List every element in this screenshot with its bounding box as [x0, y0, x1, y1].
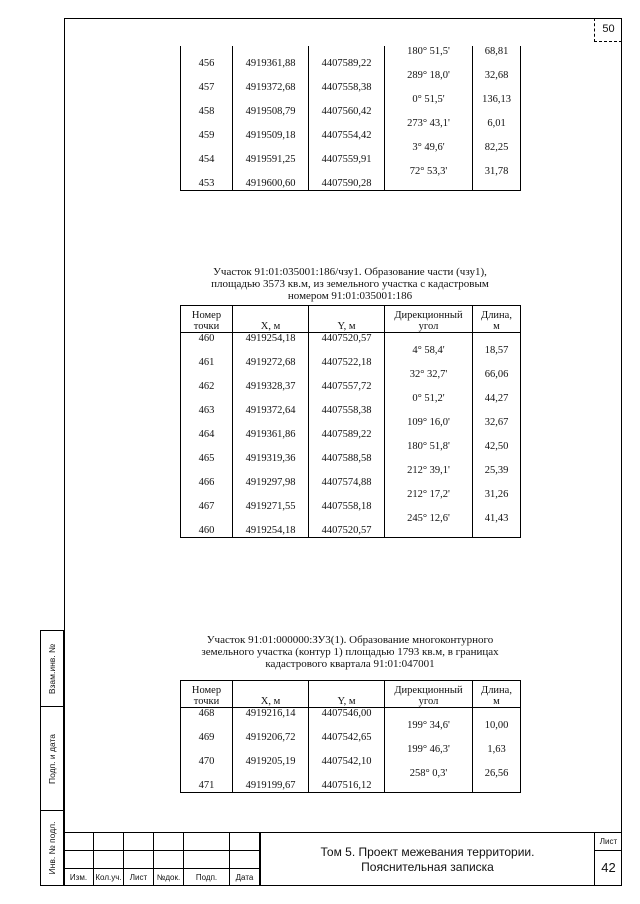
stamp-header-count: Кол.уч. [94, 868, 124, 886]
header-bearing-line: Дирекционный [394, 685, 463, 696]
table-row [181, 441, 521, 453]
y-coordinate [309, 489, 385, 501]
x-coordinate: 4919361,88 [233, 58, 309, 70]
y-coordinate: 4407558,18 [309, 501, 385, 513]
header-length-line: м [493, 321, 500, 332]
point-number: 454 [181, 154, 233, 166]
segment-length [473, 405, 521, 417]
x-coordinate: 4919361,86 [233, 429, 309, 441]
y-coordinate: 4407557,72 [309, 381, 385, 393]
sheet-number: 42 [601, 860, 616, 875]
x-coordinate: 4919328,37 [233, 381, 309, 393]
point-number [181, 70, 233, 82]
table-row [181, 405, 521, 417]
table-row [181, 369, 521, 381]
bearing-angle: 180° 51,8' [385, 441, 473, 453]
x-coordinate: 4919205,19 [233, 756, 309, 768]
side-label-signature: Подп. и дата [47, 733, 57, 784]
bearing-angle: 4° 58,4' [385, 345, 473, 357]
point-number [181, 369, 233, 381]
x-coordinate: 4919216,14 [233, 708, 309, 721]
x-coordinate: 4919372,68 [233, 82, 309, 94]
y-coordinate [309, 465, 385, 477]
y-coordinate [309, 70, 385, 82]
bearing-angle [385, 429, 473, 441]
segment-length: 10,00 [473, 720, 521, 732]
table3-caption-line: земельного участка (контур 1) площадью 1793 кв.м, в границах [201, 646, 499, 658]
point-number [181, 417, 233, 429]
bearing-angle: 212° 17,2' [385, 489, 473, 501]
x-coordinate: 4919600,60 [233, 178, 309, 191]
y-coordinate: 4407590,28 [309, 178, 385, 191]
table2-caption-line: Участок 91:01:035001:186/чзу1. Образование части (чзу1), [213, 266, 487, 278]
y-coordinate [309, 46, 385, 58]
header-x: X, м [233, 306, 309, 333]
table3-caption-line: Участок 91:01:000000:ЗУ3(1). Образование многоконтурного [206, 634, 494, 646]
y-coordinate: 4407522,18 [309, 357, 385, 369]
bearing-angle [385, 58, 473, 70]
table1-body [181, 46, 521, 191]
table-row [181, 429, 521, 441]
point-number: 466 [181, 477, 233, 489]
table-row [181, 525, 521, 538]
point-number: 456 [181, 58, 233, 70]
sheet-label: Лист [595, 835, 622, 851]
x-coordinate [233, 513, 309, 525]
point-number [181, 489, 233, 501]
table-row [181, 178, 521, 191]
x-coordinate [233, 417, 309, 429]
table-row [181, 333, 521, 346]
point-number [181, 513, 233, 525]
bearing-angle: 199° 34,6' [385, 720, 473, 732]
stamp-title [260, 832, 594, 886]
segment-length: 42,50 [473, 441, 521, 453]
table-row [181, 82, 521, 94]
point-number [181, 441, 233, 453]
segment-length: 6,01 [473, 118, 521, 130]
header-bearing-line: угол [418, 321, 439, 332]
bearing-angle: 72° 53,3' [385, 166, 473, 178]
side-cell-replacement [41, 631, 63, 707]
point-number [181, 720, 233, 732]
segment-length: 41,43 [473, 513, 521, 525]
x-coordinate: 4919206,72 [233, 732, 309, 744]
table-row [181, 780, 521, 793]
bearing-angle: 32° 32,7' [385, 369, 473, 381]
table-row [181, 732, 521, 744]
table-header-row [181, 306, 521, 333]
title-block-grid [64, 832, 260, 886]
header-length [473, 306, 521, 333]
y-coordinate [309, 513, 385, 525]
table-row [181, 118, 521, 130]
table2-caption-line: площадью 3573 кв.м, из земельного участка с кадастровым [211, 278, 489, 290]
point-number: 468 [181, 708, 233, 721]
table-row [181, 417, 521, 429]
stamp-header-doc: №док. [154, 868, 184, 886]
segment-length: 44,27 [473, 393, 521, 405]
point-number: 471 [181, 780, 233, 793]
bearing-angle: 109° 16,0' [385, 417, 473, 429]
y-coordinate: 4407516,12 [309, 780, 385, 793]
table-row [181, 489, 521, 501]
header-y: Y, м [309, 681, 385, 708]
header-bearing-line: угол [418, 696, 439, 707]
segment-length [473, 477, 521, 489]
segment-length [473, 429, 521, 441]
table-row [181, 381, 521, 393]
bearing-angle [385, 501, 473, 513]
point-number: 457 [181, 82, 233, 94]
x-coordinate [233, 489, 309, 501]
y-coordinate [309, 744, 385, 756]
table-row [181, 142, 521, 154]
bearing-angle [385, 178, 473, 191]
x-coordinate [233, 369, 309, 381]
bearing-angle [385, 357, 473, 369]
table3-caption-line: кадастрового квартала 91:01:047001 [265, 658, 435, 670]
header-x: X, м [233, 681, 309, 708]
x-coordinate [233, 465, 309, 477]
y-coordinate [309, 118, 385, 130]
table-row [181, 345, 521, 357]
coordinates-table-2 [180, 305, 521, 538]
y-coordinate: 4407542,65 [309, 732, 385, 744]
header-point-number-line: точки [193, 696, 220, 707]
segment-length [473, 357, 521, 369]
coordinates-table-continued [180, 46, 521, 191]
point-number: 459 [181, 130, 233, 142]
y-coordinate: 4407560,42 [309, 106, 385, 118]
stamp-header-signature: Подп. [184, 868, 230, 886]
stamp-header-date: Дата [230, 868, 260, 886]
point-number [181, 166, 233, 178]
table-row [181, 477, 521, 489]
segment-length: 1,63 [473, 744, 521, 756]
table-row [181, 70, 521, 82]
table-row [181, 708, 521, 721]
x-coordinate [233, 441, 309, 453]
bearing-angle: 0° 51,5' [385, 94, 473, 106]
side-label-inventory: Инв. № подл. [47, 821, 57, 875]
segment-length: 82,25 [473, 142, 521, 154]
bearing-angle: 289° 18,0' [385, 70, 473, 82]
bearing-angle [385, 453, 473, 465]
y-coordinate: 4407589,22 [309, 58, 385, 70]
header-length-line: Длина, [481, 310, 512, 321]
y-coordinate: 4407558,38 [309, 405, 385, 417]
x-coordinate [233, 166, 309, 178]
bearing-angle: 273° 43,1' [385, 118, 473, 130]
bearing-angle [385, 82, 473, 94]
y-coordinate: 4407558,38 [309, 82, 385, 94]
segment-length: 25,39 [473, 465, 521, 477]
bearing-angle: 3° 49,6' [385, 142, 473, 154]
segment-length: 32,68 [473, 70, 521, 82]
y-coordinate [309, 768, 385, 780]
table-row [181, 513, 521, 525]
y-coordinate [309, 393, 385, 405]
y-coordinate: 4407588,58 [309, 453, 385, 465]
table2-caption [170, 266, 530, 302]
segment-length: 18,57 [473, 345, 521, 357]
segment-length [473, 708, 521, 721]
page-corner-number: 50 [594, 18, 622, 42]
x-coordinate: 4919254,18 [233, 525, 309, 538]
table-row [181, 501, 521, 513]
table-row [181, 94, 521, 106]
header-point-number-line: точки [193, 321, 220, 332]
x-coordinate [233, 768, 309, 780]
segment-length [473, 106, 521, 118]
stamp-title-line1: Том 5. Проект межевания территории. [320, 845, 535, 859]
table3-body [181, 681, 521, 793]
y-coordinate [309, 345, 385, 357]
point-number [181, 46, 233, 58]
stamp-title-line2: Пояснительная записка [361, 860, 494, 874]
bearing-angle [385, 477, 473, 489]
table-row [181, 46, 521, 58]
y-coordinate: 4407542,10 [309, 756, 385, 768]
point-number [181, 393, 233, 405]
segment-length [473, 333, 521, 346]
y-coordinate: 4407546,00 [309, 708, 385, 721]
table-row [181, 744, 521, 756]
bearing-angle: 0° 51,2' [385, 393, 473, 405]
table-row [181, 768, 521, 780]
table-row [181, 106, 521, 118]
bearing-angle [385, 154, 473, 166]
x-coordinate: 4919272,68 [233, 357, 309, 369]
table-row [181, 756, 521, 768]
y-coordinate [309, 94, 385, 106]
point-number [181, 118, 233, 130]
side-cell-inventory [41, 811, 63, 885]
title-block [64, 832, 622, 886]
point-number [181, 744, 233, 756]
point-number: 461 [181, 357, 233, 369]
y-coordinate: 4407589,22 [309, 429, 385, 441]
bearing-angle: 258° 0,3' [385, 768, 473, 780]
x-coordinate: 4919254,18 [233, 333, 309, 346]
point-number [181, 465, 233, 477]
bearing-angle [385, 381, 473, 393]
table2-caption-line: номером 91:01:035001:186 [287, 290, 413, 302]
y-coordinate: 4407554,42 [309, 130, 385, 142]
table-row [181, 465, 521, 477]
y-coordinate [309, 166, 385, 178]
stamp-header-sheet: Лист [124, 868, 154, 886]
bearing-angle: 199° 46,3' [385, 744, 473, 756]
point-number [181, 142, 233, 154]
side-cell-signature [41, 707, 63, 811]
x-coordinate: 4919199,67 [233, 780, 309, 793]
segment-length [473, 381, 521, 393]
x-coordinate: 4919508,79 [233, 106, 309, 118]
header-length [473, 681, 521, 708]
x-coordinate [233, 345, 309, 357]
point-number: 462 [181, 381, 233, 393]
bearing-angle: 212° 39,1' [385, 465, 473, 477]
segment-length [473, 130, 521, 142]
header-length-line: Длина, [481, 685, 512, 696]
segment-length [473, 756, 521, 768]
bearing-angle [385, 106, 473, 118]
point-number: 470 [181, 756, 233, 768]
y-coordinate: 4407574,88 [309, 477, 385, 489]
point-number [181, 94, 233, 106]
table-row [181, 720, 521, 732]
x-coordinate: 4919297,98 [233, 477, 309, 489]
bearing-angle: 180° 51,5' [385, 46, 473, 58]
table3-caption [170, 634, 530, 670]
segment-length: 31,26 [473, 489, 521, 501]
y-coordinate [309, 369, 385, 381]
table-row [181, 166, 521, 178]
x-coordinate: 4919372,64 [233, 405, 309, 417]
header-point-number-line: Номер [191, 685, 222, 696]
bearing-angle [385, 525, 473, 538]
point-number [181, 768, 233, 780]
point-number: 453 [181, 178, 233, 191]
segment-length: 26,56 [473, 768, 521, 780]
stamp-header-change: Изм. [64, 868, 94, 886]
segment-length: 68,81 [473, 46, 521, 58]
x-coordinate [233, 94, 309, 106]
segment-length [473, 732, 521, 744]
segment-length: 136,13 [473, 94, 521, 106]
bearing-angle [385, 732, 473, 744]
x-coordinate [233, 744, 309, 756]
table-row [181, 357, 521, 369]
bearing-angle [385, 708, 473, 721]
segment-length: 66,06 [473, 369, 521, 381]
table-row [181, 393, 521, 405]
segment-length: 31,78 [473, 166, 521, 178]
y-coordinate [309, 441, 385, 453]
header-bearing [385, 681, 473, 708]
header-point-number [181, 681, 233, 708]
segment-length [473, 501, 521, 513]
segment-length [473, 58, 521, 70]
point-number: 465 [181, 453, 233, 465]
header-bearing-line: Дирекционный [394, 310, 463, 321]
bearing-angle [385, 333, 473, 346]
segment-length [473, 780, 521, 793]
header-bearing [385, 306, 473, 333]
point-number: 460 [181, 525, 233, 538]
y-coordinate: 4407520,57 [309, 333, 385, 346]
table-row [181, 58, 521, 70]
segment-length [473, 82, 521, 94]
x-coordinate [233, 46, 309, 58]
bearing-angle [385, 405, 473, 417]
table2-body [181, 306, 521, 538]
x-coordinate [233, 70, 309, 82]
bearing-angle [385, 780, 473, 793]
table-row [181, 154, 521, 166]
x-coordinate: 4919591,25 [233, 154, 309, 166]
y-coordinate: 4407520,57 [309, 525, 385, 538]
x-coordinate: 4919509,18 [233, 130, 309, 142]
x-coordinate: 4919271,55 [233, 501, 309, 513]
point-number: 460 [181, 333, 233, 346]
point-number: 458 [181, 106, 233, 118]
bearing-angle [385, 756, 473, 768]
segment-length: 32,67 [473, 417, 521, 429]
side-label-replacement: Взам.инв. № [47, 643, 57, 694]
header-length-line: м [493, 696, 500, 707]
segment-length [473, 154, 521, 166]
bearing-angle: 245° 12,6' [385, 513, 473, 525]
segment-length [473, 178, 521, 191]
table-row [181, 453, 521, 465]
table-row [181, 130, 521, 142]
table-header-row [181, 681, 521, 708]
side-strip [40, 630, 64, 886]
y-coordinate [309, 417, 385, 429]
bearing-angle [385, 130, 473, 142]
header-y: Y, м [309, 306, 385, 333]
y-coordinate: 4407559,91 [309, 154, 385, 166]
header-point-number [181, 306, 233, 333]
point-number: 463 [181, 405, 233, 417]
segment-length [473, 453, 521, 465]
x-coordinate [233, 118, 309, 130]
point-number: 464 [181, 429, 233, 441]
point-number [181, 345, 233, 357]
segment-length [473, 525, 521, 538]
point-number: 469 [181, 732, 233, 744]
header-point-number-line: Номер [191, 310, 222, 321]
x-coordinate [233, 393, 309, 405]
x-coordinate [233, 142, 309, 154]
coordinates-table-3 [180, 680, 521, 793]
stamp-sheet [594, 832, 622, 886]
y-coordinate [309, 720, 385, 732]
point-number: 467 [181, 501, 233, 513]
x-coordinate: 4919319,36 [233, 453, 309, 465]
y-coordinate [309, 142, 385, 154]
x-coordinate [233, 720, 309, 732]
